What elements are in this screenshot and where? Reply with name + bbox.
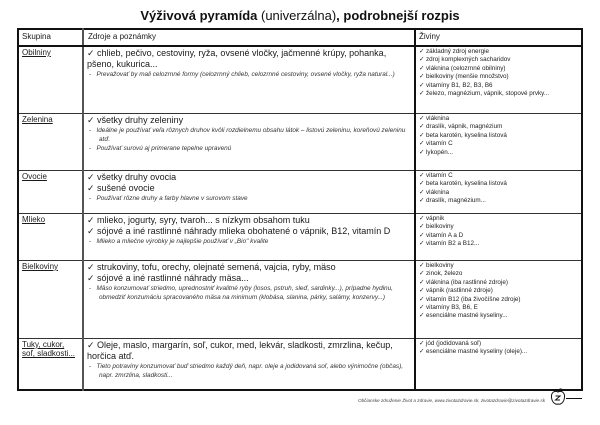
source-item: ✓ sójové a iné rastlinné náhrady mäsa... [87, 273, 411, 284]
note-item: - Ideálne je používať veľa rôznych druhov kvôli rozdielnemu obsahu látok – listovú zeleninu, koreňovú zeleninu atď. [87, 126, 411, 144]
nutrient-item: ✓ základný zdroj energie [419, 48, 578, 56]
source-item: ✓ mlieko, jogurty, syry, tvaroh... s nízkym obsahom tuku [87, 215, 411, 226]
nutrient-item: ✓ vláknina [419, 115, 578, 123]
group-cell [18, 214, 83, 261]
source-item: ✓ strukoviny, tofu, orechy, olejnaté semená, vajcia, ryby, mäso [87, 262, 411, 273]
source-item: ✓ všetky druhy zeleniny [87, 115, 411, 126]
table-row [18, 114, 582, 171]
nutrient-item: ✓ vitamín C [419, 140, 578, 148]
nutrient-item: ✓ vitamín B12 (iba živočíšne zdroje) [419, 296, 578, 304]
note-item: - Používať surovú aj primerane tepelne upravenú [87, 144, 411, 153]
nutrients-cell [415, 339, 582, 391]
group-cell [18, 171, 83, 214]
nutrient-item: ✓ beta karotén, kyselina listová [419, 132, 578, 140]
nutrient-item: ✓ vitamín C [419, 172, 578, 180]
header-sources: Zdroje a poznámky [83, 29, 415, 46]
header-nutrients: Živiny [415, 29, 582, 46]
group-cell [18, 46, 83, 114]
group-name: Obilniny [22, 48, 51, 57]
group-name: Tuky, cukor, soľ, sladkosti... [22, 340, 76, 358]
table-header-row [18, 29, 582, 46]
group-cell [18, 114, 83, 171]
nutrient-item: ✓ zdroj komplexných sacharidov [419, 56, 578, 64]
nutrient-item: ✓ bielkoviny (menšie množstvo) [419, 73, 578, 81]
nutrient-item: ✓ esenciálne mastné kyseliny... [419, 312, 578, 320]
nutrients-cell [415, 46, 582, 114]
note-item: - Mlieko a mliečne výrobky je najlepšie používať v „Bio" kvalite [87, 237, 411, 246]
table-row [18, 261, 582, 339]
group-name: Ovocie [22, 172, 47, 181]
table-row [18, 46, 582, 114]
sources-cell [83, 114, 415, 171]
nutrient-item: ✓ vláknina (celozrnné obilniny) [419, 65, 578, 73]
nutrient-item: ✓ vitamín B2 a B12... [419, 240, 578, 248]
source-item: ✓ všetky druhy ovocia [87, 172, 411, 183]
group-cell [18, 339, 83, 391]
nutrient-item: ✓ vitamíny B1, B2, B3, B6 [419, 82, 578, 90]
source-item: ✓ sušené ovocie [87, 183, 411, 194]
nutrient-item: ✓ zinok, železo [419, 270, 578, 278]
nutrient-item: ✓ vitamíny B3, B6, E [419, 304, 578, 312]
group-name: Mlieko [22, 215, 46, 224]
group-name: Bielkoviny [22, 262, 59, 271]
note-item: - Prevažovať by mali celozrnné formy (celozrnný chlieb, celozrnné cestoviny, ovsené vločky, ryža natural...) [87, 70, 411, 79]
sources-cell [83, 46, 415, 114]
header-group: Skupina [18, 29, 83, 46]
nutrition-table [17, 28, 583, 391]
page-title [0, 8, 600, 23]
apple-logo-icon [550, 388, 566, 406]
nutrients-cell [415, 214, 582, 261]
title-subtitle: (univerzálna) [257, 8, 337, 23]
nutrient-item: ✓ draslík, vápnik, magnézium [419, 123, 578, 131]
source-item: ✓ Oleje, maslo, margarín, soľ, cukor, med, lekvár, sladkosti, zmrzlina, kečup, horčica atď. [87, 340, 411, 362]
sources-cell [83, 261, 415, 339]
sources-cell [83, 214, 415, 261]
nutrient-item: ✓ bielkoviny [419, 223, 578, 231]
nutrient-item: ✓ vitamín A a D [419, 232, 578, 240]
title-suffix: , podrobnejší rozpis [336, 8, 460, 23]
footer-credits: Občianske združenie Život a zdravie, www.zivotazdravie.sk, zivotazdravie@zivotazdravie.sk [358, 398, 545, 403]
footer-rule [566, 398, 582, 399]
nutrient-item: ✓ železo, magnézium, vápnik, stopové prvky... [419, 90, 578, 98]
sources-cell [83, 339, 415, 391]
nutrient-item: ✓ vápnik [419, 215, 578, 223]
nutrient-item: ✓ jód (jodidovaná soľ) [419, 340, 578, 348]
nutrients-cell [415, 261, 582, 339]
group-name: Zelenina [22, 115, 53, 124]
table-row [18, 171, 582, 214]
group-cell [18, 261, 83, 339]
table-row [18, 339, 582, 391]
nutrients-cell [415, 114, 582, 171]
table-row [18, 214, 582, 261]
nutrient-item: ✓ bielkoviny [419, 262, 578, 270]
sources-cell [83, 171, 415, 214]
note-item: - Používať rôzne druhy a farby hlavne v surovom stave [87, 194, 411, 203]
nutrient-item: ✓ lykopén... [419, 149, 578, 157]
nutrient-item: ✓ beta karotén, kyselina listová [419, 180, 578, 188]
nutrients-cell [415, 171, 582, 214]
nutrient-item: ✓ vláknina [419, 189, 578, 197]
title-main: Výživová pyramída [140, 8, 258, 23]
nutrient-item: ✓ vápnik (rastlinné zdroje) [419, 287, 578, 295]
note-item: - Tieto potraviny konzumovať buď striedmo každý deň, napr. oleje a jodidovaná soľ, alebo výnimočne (občas), napr. zmrzlina, sladkosti... [87, 362, 411, 380]
source-item: ✓ sójové a iné rastlinné náhrady mlieka obohatené o vápnik, B12, vitamín D [87, 226, 411, 237]
note-item: - Mäso konzumovať striedmo, uprednostniť kvalitné ryby (losos, pstruh, sleď, sardinky...), prípadne hydinu, obmedziť konzumáciu spracovaného mäsa na minimum (klobása, slanina, párky, salámy, konzervy...) [87, 284, 411, 302]
nutrient-item: ✓ vláknina (iba rastlinné zdroje) [419, 279, 578, 287]
source-item: ✓ chlieb, pečivo, cestoviny, ryža, ovsené vločky, jačmenné krúpy, pohanka, pšeno, kukurica... [87, 48, 411, 70]
nutrient-item: ✓ draslík, magnézium... [419, 197, 578, 205]
nutrient-item: ✓ esenciálne mastné kyseliny (oleje)... [419, 348, 578, 356]
